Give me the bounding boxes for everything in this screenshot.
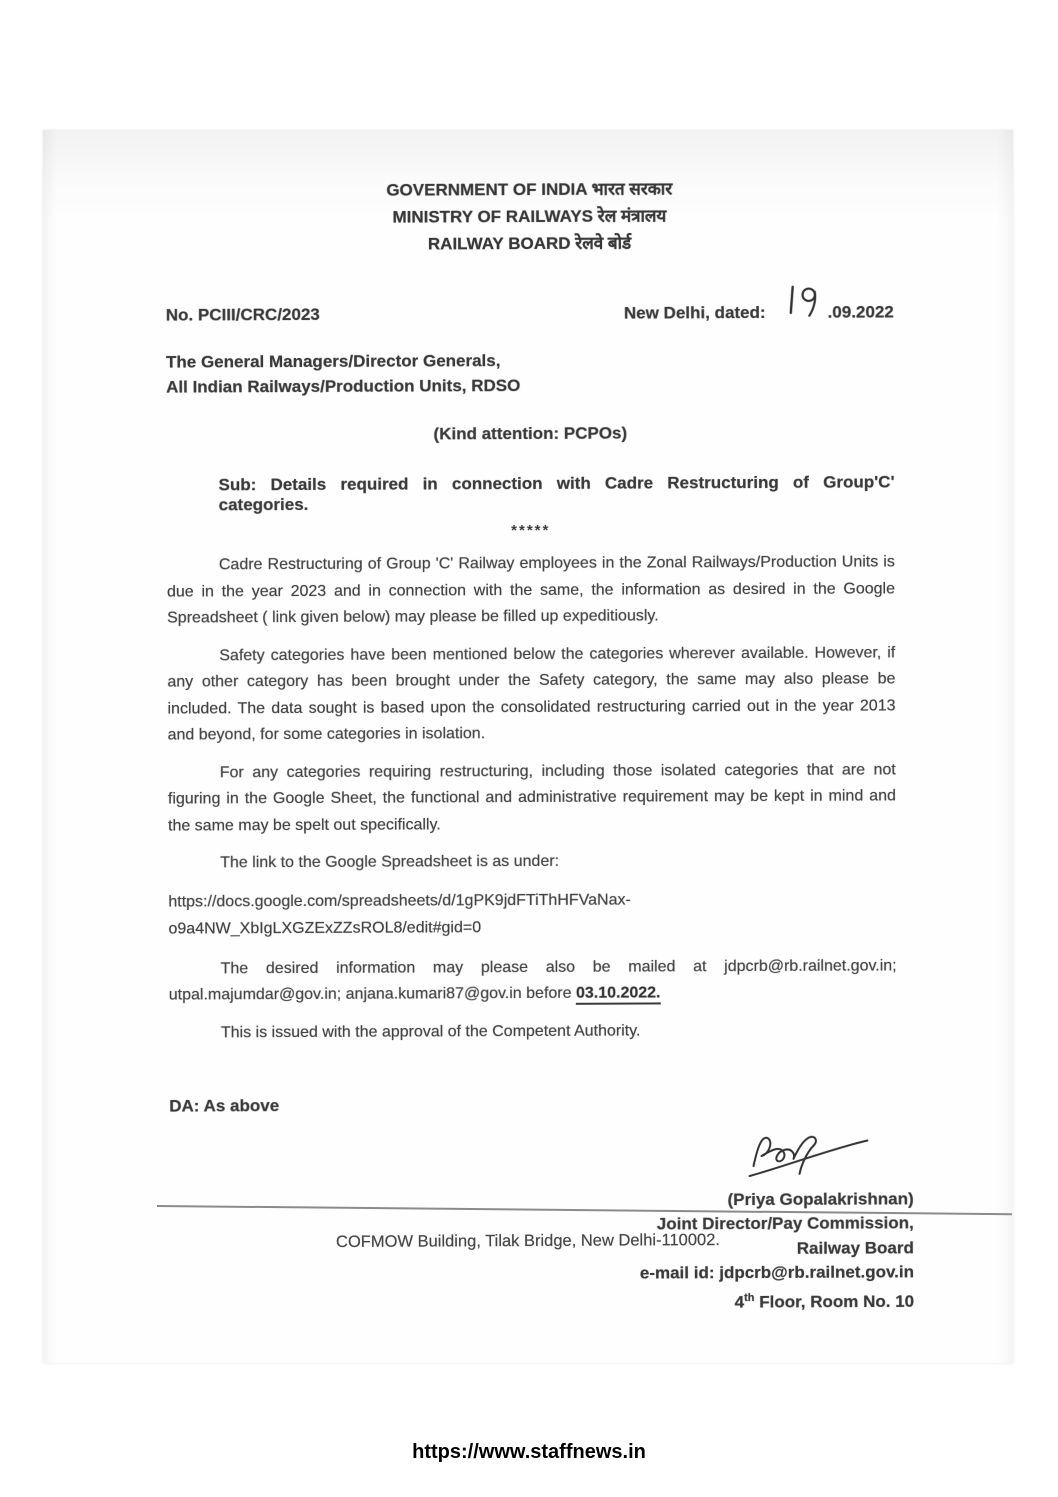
date-block xyxy=(624,281,894,323)
letterhead-line-board: RAILWAY BOARD रेलवे बोर्ड xyxy=(427,233,632,254)
signature-block xyxy=(169,1127,914,1317)
floor-text: Floor, Room No. 10 xyxy=(754,1291,915,1312)
letterhead-line-government: GOVERNMENT OF INDIA भारत सरकार xyxy=(386,179,673,200)
handwritten-day-icon xyxy=(781,282,823,323)
addressee-line-2: All Indian Railways/Production Units, RDSO xyxy=(166,376,521,397)
paragraph-cadre-restructuring: Cadre Restructuring of Group 'C' Railway employees in the Zonal Railways/Production Units is due in the year 2023 and in connection with the same, the information as desired in the Google Spreadsheet ( link given below) may please be filled up expeditiously. xyxy=(166,553,896,627)
floor-number: 4 xyxy=(734,1292,745,1312)
signatory-email: e-mail id: jdpcrb@rb.railnet.gov.in xyxy=(639,1262,915,1283)
deadline-date: 03.10.2022. xyxy=(576,984,661,1004)
star-separator: ***** xyxy=(511,521,551,540)
spreadsheet-link-line-1: https://docs.google.com/spreadsheets/d/1gPK9jdFTiThHFVaNax- xyxy=(168,891,631,911)
paragraph-link-intro: The link to the Google Spreadsheet is as under: xyxy=(220,852,560,872)
date-value: .09.2022 xyxy=(827,302,894,322)
reference-number: No. PCIII/CRC/2023 xyxy=(165,304,320,325)
letter-content xyxy=(43,128,1018,1318)
mail-instruction-text: The desired information may please also be mailed at jdpcrb@rb.railnet.gov.in; utpal.majumdar@gov.in; anjana.kumari87@gov.in before xyxy=(168,956,897,1004)
letter-page xyxy=(43,130,1013,1363)
signatory-floor xyxy=(170,1285,914,1317)
signatory-organization: Railway Board xyxy=(796,1237,914,1258)
paragraph-functional-requirement: For any categories requiring restructuring, including those isolated categories that are not figuring in the Google Sheet, the functional and administrative requirement may be kept in mind and the same may be spelt out specifically. xyxy=(167,760,896,835)
paragraph-mail-instruction xyxy=(169,953,897,1009)
floor-ordinal: th xyxy=(744,1291,755,1304)
signatory-designation: Joint Director/Pay Commission, xyxy=(656,1213,914,1234)
subject-line: Sub: Details required in connection with Cadre Restructuring of Group'C' categories. xyxy=(218,472,895,515)
footer-address: COFMOW Building, Tilak Bridge, New Delhi-110002. xyxy=(335,1230,721,1252)
paragraph-safety-categories: Safety categories have been mentioned below the categories wherever available. However, if any other category has been brought under the Safety category, the same may also please be included. The data sought is based upon the consolidated restructuring carried out in the year 2013 and beyond, for some categories in isolation. xyxy=(167,643,896,744)
watermark-url: https://www.staffnews.in xyxy=(412,1441,646,1463)
letterhead-line-ministry: MINISTRY OF RAILWAYS रेल मंत्रालय xyxy=(392,206,667,227)
addressee-block xyxy=(166,346,894,399)
spreadsheet-link-line-2: o9a4NW_XbIgLXGZExZZsROL8/edit#gid=0 xyxy=(168,918,482,938)
spreadsheet-link xyxy=(168,885,896,942)
paragraph-approval: This is issued with the approval of the Competent Authority. xyxy=(220,1022,641,1041)
enclosure-note: DA: As above xyxy=(169,1096,280,1116)
addressee-line-1: The General Managers/Director Generals, xyxy=(165,351,501,372)
reference-date-row xyxy=(166,281,894,325)
kind-attention: (Kind attention: PCPOs) xyxy=(433,423,628,444)
date-label: New Delhi, dated: xyxy=(623,302,766,323)
signatory-name: (Priya Gopalakrishnan) xyxy=(727,1188,914,1209)
signature-scribble-icon xyxy=(743,1128,871,1188)
